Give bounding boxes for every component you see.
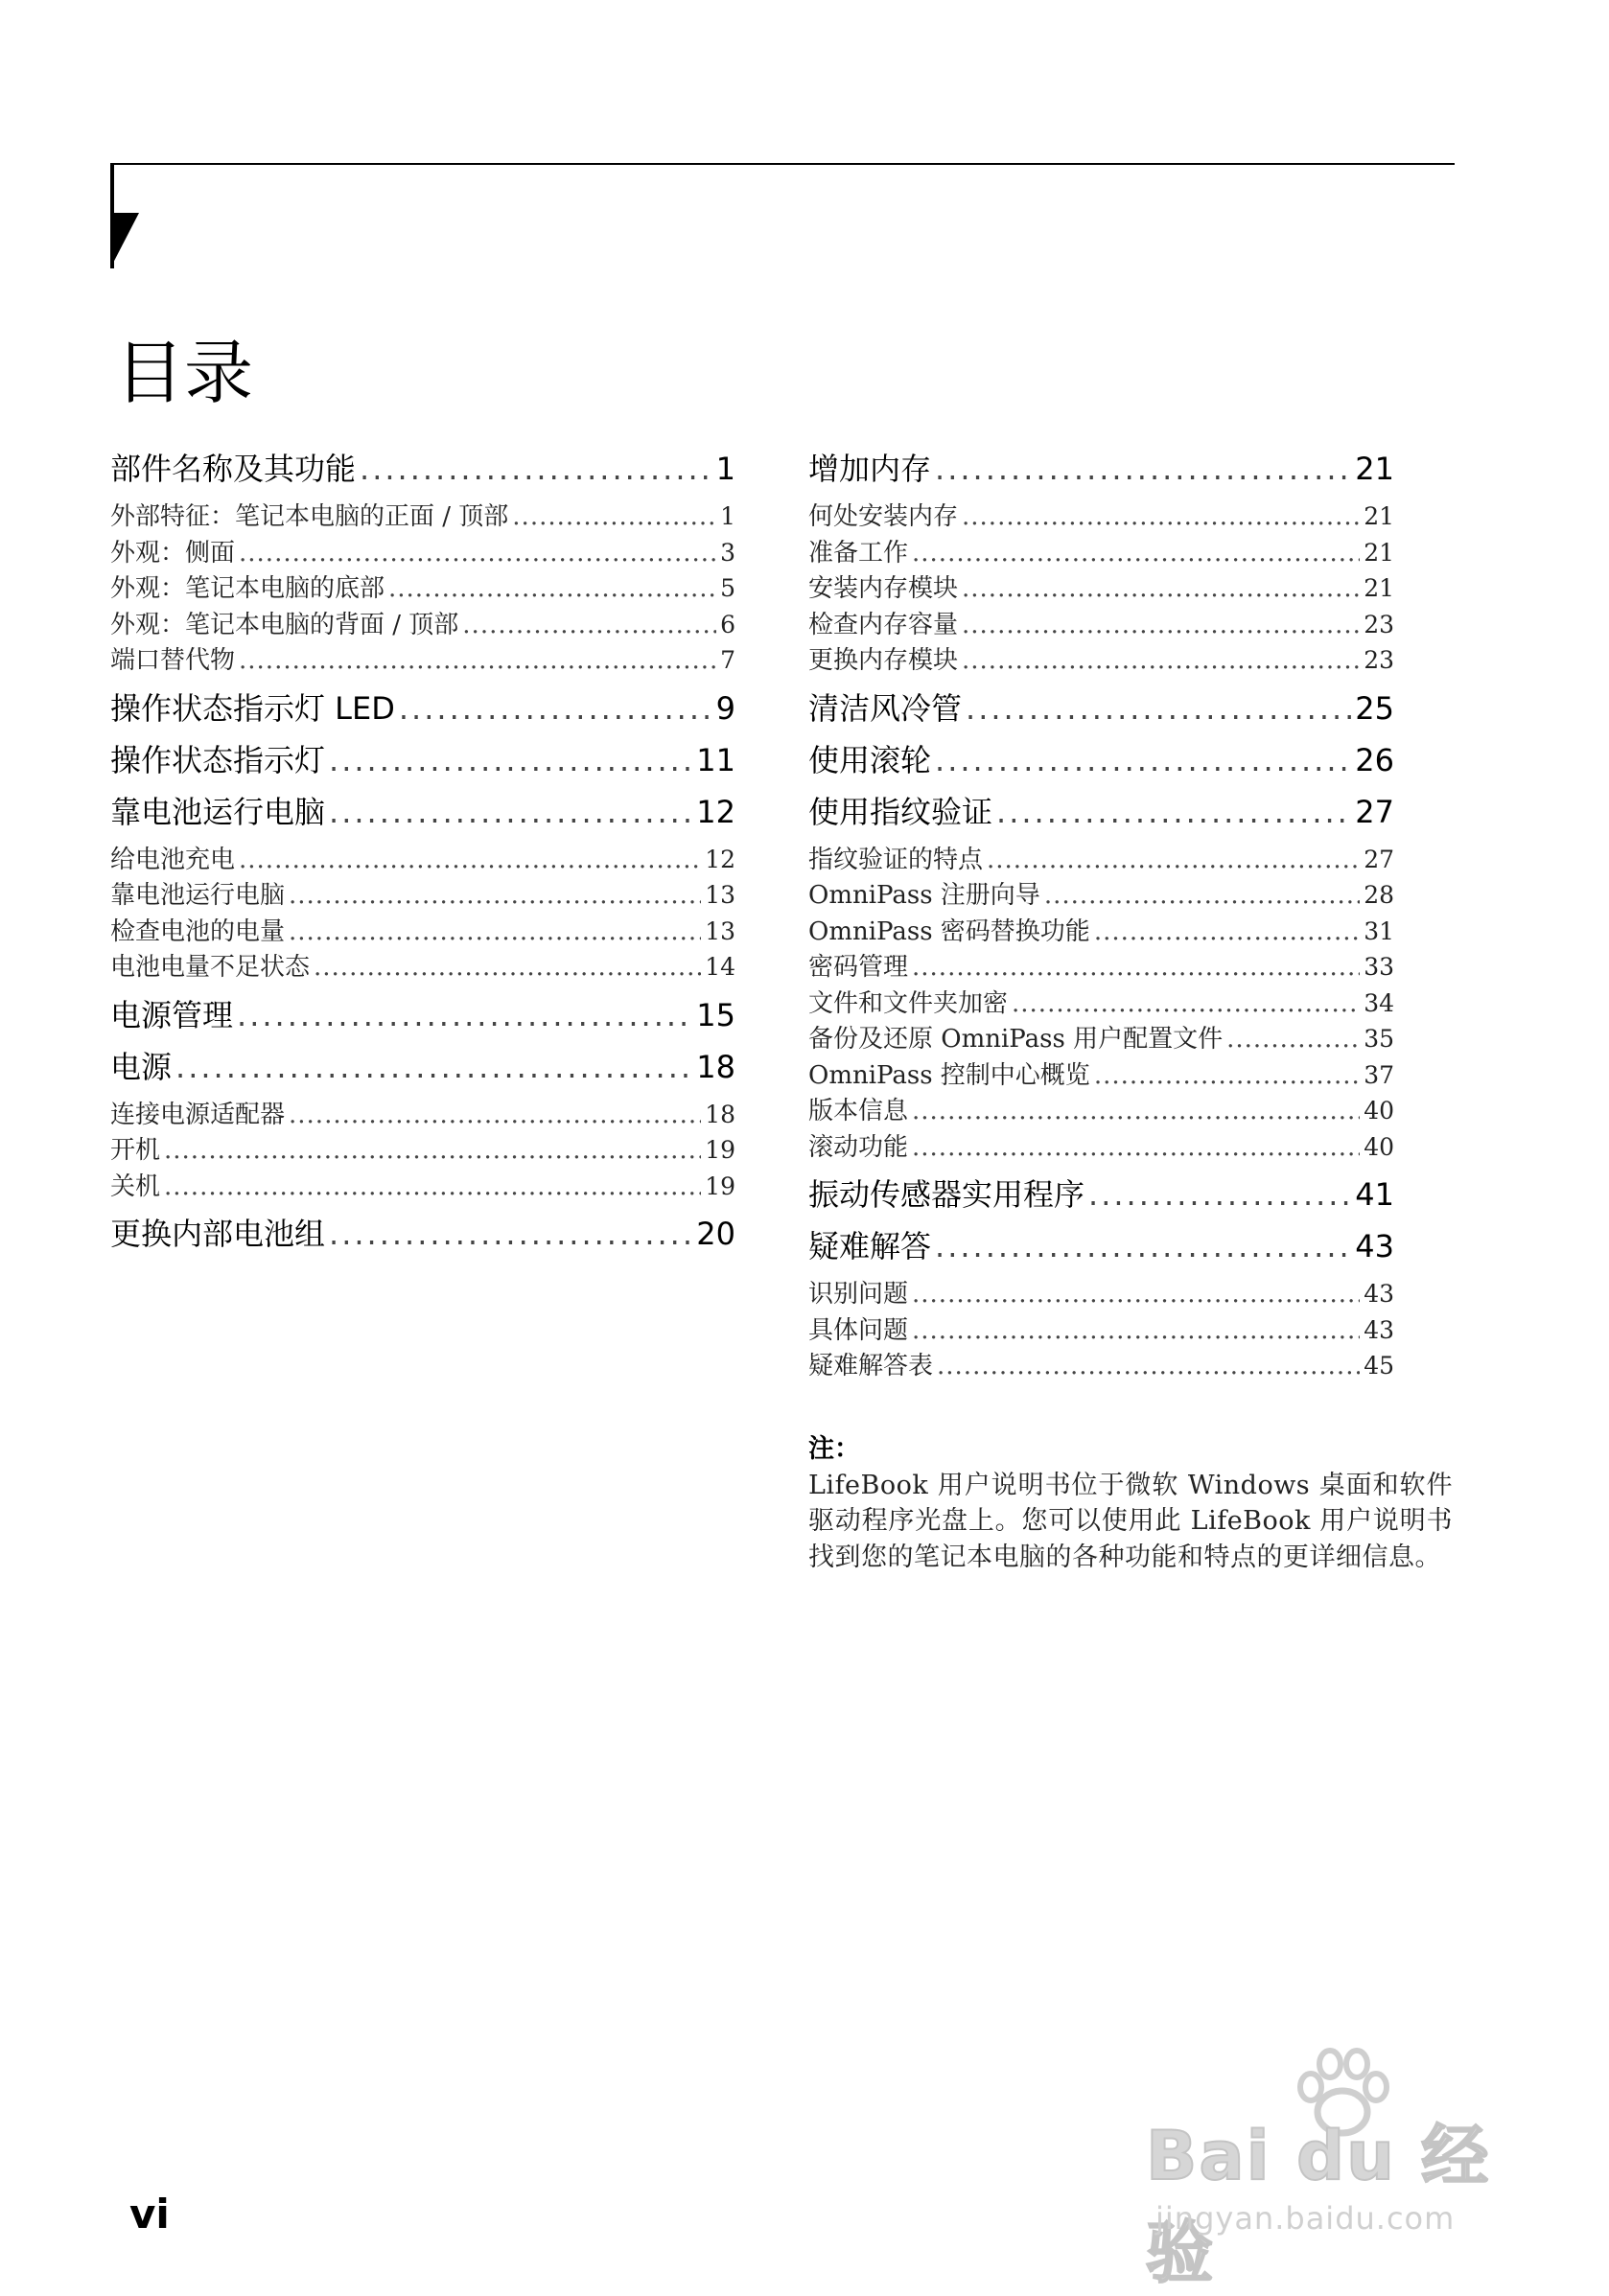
toc-subsection-title: 具体问题 [808, 1315, 909, 1345]
toc-section-title: 操作状态指示灯 LED [110, 689, 395, 727]
toc-section-entry[interactable] [808, 1169, 1394, 1220]
toc-left-column [110, 443, 735, 1260]
corner-marker [110, 213, 139, 268]
toc-section-entry[interactable] [808, 734, 1394, 786]
toc-subsection-entry[interactable] [808, 1093, 1394, 1129]
toc-subsection-entry[interactable] [808, 949, 1394, 986]
toc-subsection-title: 检查电池的电量 [110, 916, 286, 946]
toc-subsection-title: 更换内存模块 [808, 646, 959, 675]
dot-leader [962, 643, 1360, 680]
dot-leader [1088, 1169, 1351, 1220]
toc-page-number: 5 [720, 574, 735, 602]
toc-page-number: 7 [720, 646, 735, 674]
dot-leader [912, 1313, 1360, 1350]
toc-page-number: 43 [1355, 1228, 1394, 1264]
toc-subsection-title: 开机 [110, 1136, 161, 1165]
dot-leader [239, 843, 701, 879]
dot-leader [329, 786, 692, 838]
toc-subsection-entry[interactable] [110, 1097, 735, 1133]
dot-leader [935, 443, 1351, 495]
toc-section-entry[interactable] [808, 443, 1394, 495]
toc-section-entry[interactable] [110, 1208, 735, 1260]
toc-subsection-list [808, 499, 1394, 679]
page-number: vi [129, 2191, 170, 2238]
dot-leader [912, 1277, 1360, 1313]
toc-page-number: 21 [1364, 538, 1394, 567]
toc-subsection-entry[interactable] [808, 607, 1394, 643]
toc-page-number: 33 [1364, 953, 1394, 981]
toc-subsection-entry[interactable] [110, 570, 735, 607]
dot-leader [966, 683, 1351, 734]
toc-section-entry[interactable] [110, 443, 735, 495]
dot-leader [237, 989, 692, 1041]
toc-section-title: 部件名称及其功能 [110, 451, 357, 487]
toc-subsection-entry[interactable] [808, 535, 1394, 571]
dot-leader [239, 643, 716, 680]
toc-subsection-list [808, 842, 1394, 1166]
dot-leader [987, 843, 1360, 879]
toc-section-title: 使用指纹验证 [808, 793, 993, 830]
toc-subsection-entry[interactable] [808, 1021, 1394, 1057]
toc-subsection-entry[interactable] [808, 1057, 1394, 1094]
watermark-brand: Bai du 经验 [1146, 2117, 1491, 2292]
toc-section-title: 更换内部电池组 [110, 1216, 326, 1252]
toc-page-number: 21 [1364, 502, 1394, 530]
dot-leader [388, 571, 716, 608]
dot-leader [329, 1208, 692, 1260]
toc-subsection-title: OmniPass 控制中心概览 [808, 1060, 1090, 1090]
toc-page-number: 15 [696, 996, 735, 1033]
toc-subsection-entry[interactable] [110, 499, 735, 535]
dot-leader [289, 878, 701, 915]
dot-leader [1094, 1058, 1360, 1095]
toc-page-number: 21 [1355, 451, 1394, 487]
dot-leader [996, 786, 1351, 838]
toc-subsection-title: 安装内存模块 [808, 574, 959, 603]
toc-page-number: 37 [1364, 1060, 1394, 1089]
dot-leader [1094, 915, 1360, 951]
dot-leader [912, 1130, 1360, 1167]
toc-subsection-title: 何处安装内存 [808, 502, 959, 531]
toc-page-number: 12 [705, 845, 735, 873]
toc-page-number: 1 [720, 502, 735, 530]
toc-subsection-entry[interactable] [808, 1312, 1394, 1349]
toc-subsection-title: 外观：侧面 [110, 538, 236, 568]
toc-page-number: 35 [1364, 1025, 1394, 1053]
toc-section-title: 疑难解答 [808, 1228, 932, 1264]
toc-page-number: 31 [1364, 916, 1394, 945]
dot-leader [935, 734, 1351, 786]
toc-page-number: 28 [1364, 881, 1394, 909]
toc-subsection-entry[interactable] [808, 842, 1394, 878]
dot-leader [935, 1220, 1351, 1272]
toc-subsection-list [110, 499, 735, 679]
toc-subsection-title: 版本信息 [808, 1097, 909, 1125]
toc-subsection-title: 外观：笔记本电脑的背面 / 顶部 [110, 610, 459, 639]
toc-subsection-entry[interactable] [110, 607, 735, 643]
toc-page-number: 41 [1355, 1176, 1394, 1213]
toc-section-title: 增加内存 [808, 451, 932, 487]
toc-subsection-entry[interactable] [808, 877, 1394, 914]
toc-section-entry[interactable] [808, 1220, 1394, 1272]
dot-leader [937, 1349, 1360, 1385]
toc-subsection-list [110, 842, 735, 986]
toc-subsection-list [110, 1097, 735, 1205]
toc-subsection-title: 靠电池运行电脑 [110, 881, 286, 910]
toc-section-entry[interactable] [110, 786, 735, 838]
toc-page-number: 20 [696, 1216, 735, 1252]
toc-page-number: 12 [696, 793, 735, 830]
note-title: 注： [808, 1434, 860, 1464]
toc-subsection-title: OmniPass 密码替换功能 [808, 916, 1090, 946]
toc-subsection-title: 检查内存容量 [808, 610, 959, 639]
dot-leader [314, 950, 701, 986]
toc-page-number: 13 [705, 916, 735, 945]
toc-section-title: 靠电池运行电脑 [110, 793, 326, 830]
toc-subsection-title: 给电池充电 [110, 845, 236, 874]
toc-page-number: 18 [705, 1100, 735, 1128]
dot-leader [175, 1041, 692, 1093]
toc-page-number: 13 [705, 881, 735, 909]
toc-subsection-title: 文件和文件夹加密 [808, 988, 1009, 1018]
toc-section-entry[interactable] [110, 1041, 735, 1093]
toc-section-title: 清洁风冷管 [808, 689, 963, 727]
toc-section-title: 电源管理 [110, 996, 234, 1033]
toc-page-number: 40 [1364, 1097, 1394, 1125]
dot-leader [962, 499, 1360, 536]
toc-page-number: 14 [705, 953, 735, 981]
toc-subsection-entry[interactable] [110, 877, 735, 914]
toc-subsection-list [808, 1276, 1394, 1384]
toc-subsection-entry[interactable] [808, 914, 1394, 950]
toc-page-number: 25 [1355, 689, 1394, 727]
dot-leader [912, 1094, 1360, 1130]
toc-section-title: 振动传感器实用程序 [808, 1176, 1085, 1213]
toc-page-number: 40 [1364, 1132, 1394, 1161]
toc-page-number: 26 [1355, 741, 1394, 778]
dot-leader [962, 571, 1360, 608]
toc-page-number: 6 [720, 610, 735, 638]
dot-leader [462, 608, 716, 644]
toc-subsection-entry[interactable] [110, 1132, 735, 1169]
toc-section-title: 电源 [110, 1048, 173, 1085]
toc-page-number: 27 [1355, 793, 1394, 830]
toc-subsection-title: 关机 [110, 1171, 161, 1201]
dot-leader [1226, 1022, 1360, 1058]
toc-section-entry[interactable] [808, 786, 1394, 838]
toc-subsection-title: 准备工作 [808, 538, 909, 568]
toc-subsection-entry[interactable] [808, 499, 1394, 535]
dot-leader [512, 499, 716, 536]
toc-page-number: 3 [720, 538, 735, 567]
toc-page-number: 23 [1364, 646, 1394, 674]
toc-subsection-entry[interactable] [110, 535, 735, 571]
toc-page-number: 43 [1364, 1280, 1394, 1308]
toc-page-number: 11 [696, 741, 735, 778]
toc-subsection-title: 指纹验证的特点 [808, 845, 984, 874]
toc-subsection-title: OmniPass 注册向导 [808, 881, 1040, 910]
top-rule [110, 163, 1455, 165]
toc-subsection-title: 密码管理 [808, 953, 909, 982]
toc-section-entry[interactable] [110, 683, 735, 734]
toc-page-number: 19 [705, 1136, 735, 1164]
toc-subsection-title: 外部特征：笔记本电脑的正面 / 顶部 [110, 502, 509, 531]
dot-leader [912, 950, 1360, 986]
dot-leader [962, 608, 1360, 644]
page-title: 目录 [115, 333, 254, 414]
note-box [808, 1431, 1453, 1575]
toc-section-title: 操作状态指示灯 [110, 741, 326, 778]
toc-subsection-title: 连接电源适配器 [110, 1100, 286, 1129]
dot-leader [164, 1133, 701, 1170]
toc-subsection-entry[interactable] [110, 949, 735, 986]
toc-page-number: 43 [1364, 1315, 1394, 1344]
toc-subsection-title: 外观：笔记本电脑的底部 [110, 574, 385, 603]
toc-page-number: 34 [1364, 988, 1394, 1017]
dot-leader [399, 683, 712, 734]
toc-subsection-entry[interactable] [808, 1129, 1394, 1166]
baidu-watermark [1146, 2047, 1529, 2292]
toc-subsection-entry[interactable] [808, 642, 1394, 679]
toc-subsection-entry[interactable] [808, 1276, 1394, 1312]
watermark-url: jingyan.baidu.com [1155, 2200, 1456, 2237]
toc-subsection-entry[interactable] [808, 986, 1394, 1022]
toc-section-entry[interactable] [808, 683, 1394, 734]
dot-leader [1012, 986, 1360, 1023]
toc-page-number: 21 [1364, 574, 1394, 602]
dot-leader [912, 536, 1360, 572]
toc-page-number: 45 [1364, 1352, 1394, 1380]
toc-page-number: 1 [715, 451, 735, 487]
toc-subsection-title: 端口替代物 [110, 646, 236, 675]
dot-leader [360, 443, 712, 495]
toc-subsection-title: 电池电量不足状态 [110, 953, 311, 982]
toc-subsection-title: 识别问题 [808, 1280, 909, 1309]
toc-subsection-entry[interactable] [110, 842, 735, 878]
toc-page-number: 19 [705, 1171, 735, 1200]
toc-section-entry[interactable] [110, 989, 735, 1041]
toc-page-number: 23 [1364, 610, 1394, 638]
toc-subsection-title: 备份及还原 OmniPass 用户配置文件 [808, 1025, 1224, 1054]
dot-leader [239, 536, 716, 572]
toc-subsection-entry[interactable] [808, 570, 1394, 607]
toc-subsection-entry[interactable] [110, 642, 735, 679]
dot-leader [289, 915, 701, 951]
note-body: LifeBook 用户说明书位于微软 Windows 桌面和软件驱动程序光盘上。您可以使用此 LifeBook 用户说明书找到您的笔记本电脑的各种功能和特点的更详细信息。 [808, 1470, 1453, 1572]
toc-page-number: 9 [715, 689, 735, 727]
toc-section-entry[interactable] [110, 734, 735, 786]
toc-subsection-title: 疑难解答表 [808, 1352, 934, 1380]
toc-subsection-entry[interactable] [110, 914, 735, 950]
dot-leader [329, 734, 692, 786]
dot-leader [164, 1170, 701, 1206]
toc-page-number: 27 [1364, 845, 1394, 873]
dot-leader [1044, 878, 1360, 915]
toc-right-column [808, 443, 1394, 1388]
toc-subsection-entry[interactable] [808, 1348, 1394, 1384]
dot-leader [289, 1098, 701, 1134]
toc-page-number: 18 [696, 1048, 735, 1085]
toc-subsection-entry[interactable] [110, 1169, 735, 1205]
toc-section-title: 使用滚轮 [808, 741, 932, 778]
toc-subsection-title: 滚动功能 [808, 1132, 909, 1162]
